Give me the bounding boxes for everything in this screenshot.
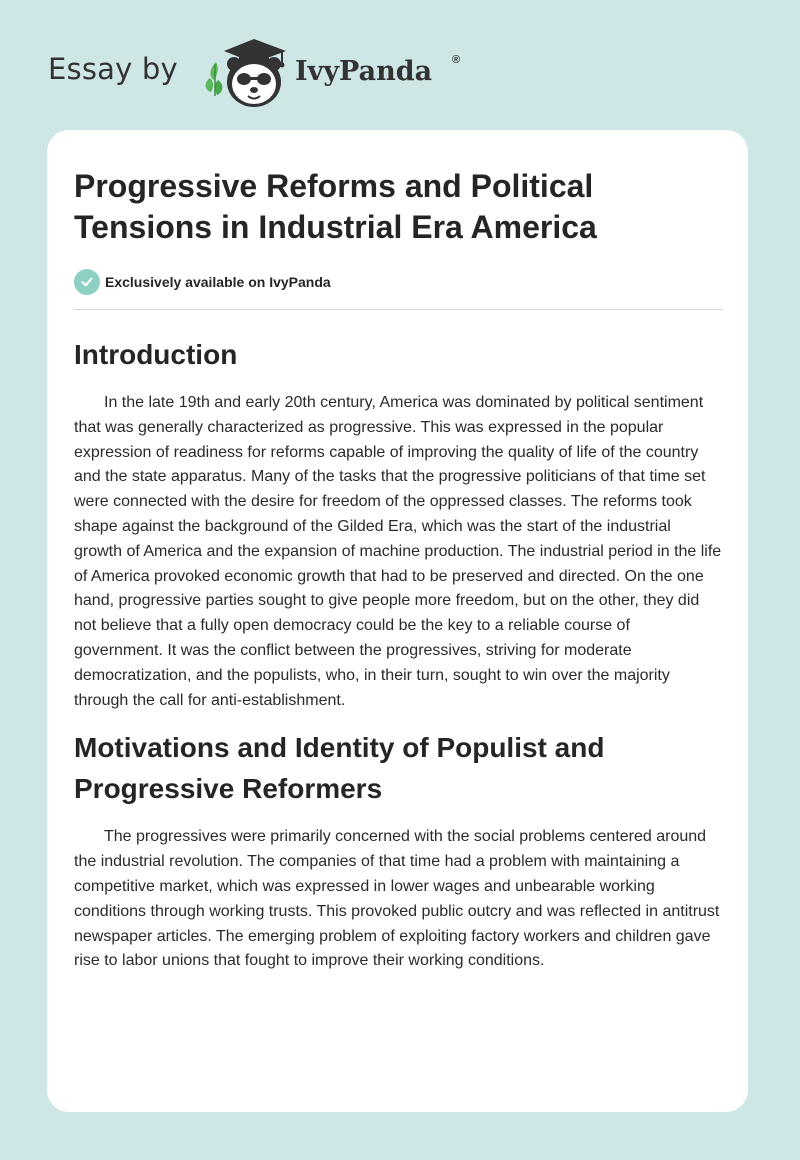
essay-content bbox=[74, 130, 723, 974]
section-text-introduction: In the late 19th and early 20th century, America was dominated by political sentiment that was generally characterized as progressive. This was expressed in the popular expression of readiness for reforms capable of improving the quality of life of the country and the state apparatus. Many of the tasks that the progressive politicians of that time set were connected with the desire for freedom of the oppressed classes. The reforms took shape against the background of the Gilded Era, which was the start of the industrial growth of America and the expansion of machine production. The industrial period in the life of America provoked economic growth that had to be preserved and directed. On the one hand, progressive parties sought to give people more freedom, but on the other, they did not believe that a fully open democracy could be the key to a reliable course of government. It was the conflict between the progressives, striving for moderate democratization, and the populists, who, in their turn, sought to win over the majority through the call for anti-establishment. bbox=[74, 394, 722, 709]
brand-name[interactable]: IvyPanda bbox=[295, 56, 433, 87]
divider bbox=[74, 309, 723, 310]
check-circle-icon bbox=[74, 269, 100, 295]
registered-mark: ® bbox=[452, 54, 461, 66]
site-header bbox=[48, 34, 508, 110]
exclusive-badge bbox=[74, 269, 723, 295]
ivy-leaves-icon bbox=[206, 62, 223, 96]
exclusive-badge-label: Exclusively available on IvyPanda bbox=[105, 274, 331, 290]
panda-head-icon bbox=[227, 57, 281, 107]
ivypanda-logo-icon[interactable] bbox=[202, 34, 298, 110]
section-heading-motivations: Motivations and Identity of Populist and Progressive Reformers bbox=[74, 732, 605, 805]
section-text-motivations: The progressives were primarily concerned with the social problems centered around the industrial revolution. The companies of that time had a problem with maintaining a competitive market, which was expressed in lower wages and unbearable working conditions through working trusts. This provoked public outcry and was reflected in antitrust newspaper articles. The emerging problem of exploiting factory workers and children gave rise to labor unions that fought to improve their working conditions. bbox=[74, 828, 720, 970]
essay-title: Progressive Reforms and Political Tensions in Industrial Era America bbox=[74, 168, 597, 245]
essay-card bbox=[47, 130, 748, 1112]
essay-by-label: Essay by bbox=[48, 52, 178, 86]
section-heading-introduction: Introduction bbox=[74, 339, 238, 370]
